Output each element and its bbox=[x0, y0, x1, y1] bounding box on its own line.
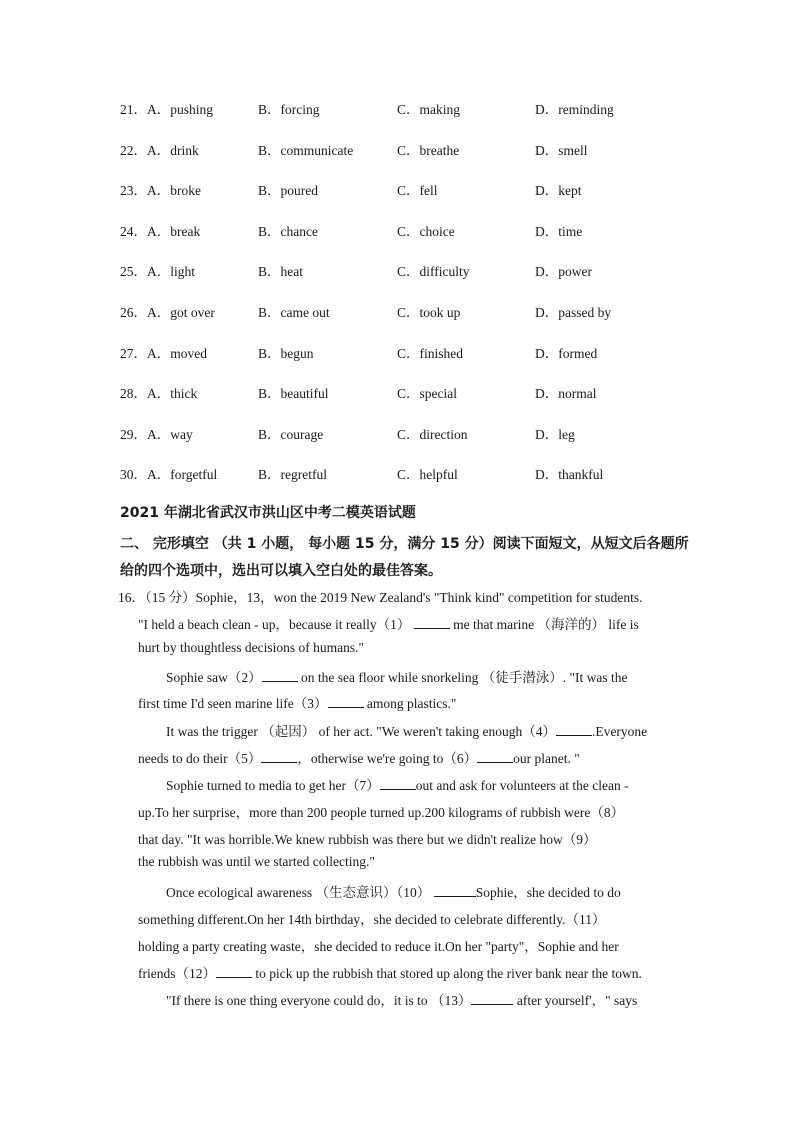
passage-line: that day. "It was horrible.We knew rubbish was there but we didn't realize how（9） bbox=[138, 832, 597, 847]
option-c: C．direction bbox=[397, 427, 468, 442]
option-b: B．communicate bbox=[258, 143, 354, 158]
option-a: A．got over bbox=[147, 305, 215, 320]
passage-line: Once ecological awareness （生态意识）（10） Sophie，she decided to do bbox=[166, 885, 621, 900]
option-c: C．took up bbox=[397, 305, 461, 320]
passage-line: Sophie saw（2） on the sea floor while snorkeling （徒手潜泳）. "It was the bbox=[166, 670, 628, 685]
blank-7 bbox=[380, 777, 416, 790]
option-c: C．helpful bbox=[397, 467, 458, 482]
question-number-and-option-a bbox=[120, 382, 197, 402]
passage-line: hurt by thoughtless decisions of humans." bbox=[138, 640, 364, 655]
option-c: C．special bbox=[397, 386, 457, 401]
option-b: B．forcing bbox=[258, 102, 320, 117]
blank-5 bbox=[261, 750, 297, 763]
option-a: A．drink bbox=[147, 143, 199, 158]
question-number-and-option-a bbox=[120, 139, 199, 159]
option-b: B．regretful bbox=[258, 467, 327, 482]
question-number: 29． bbox=[120, 427, 147, 442]
option-a: A．break bbox=[147, 224, 201, 239]
option-b: B．begun bbox=[258, 346, 314, 361]
option-d: D．normal bbox=[535, 386, 597, 401]
passage-line: It was the trigger （起因） of her act. "We weren't taking enough（4） .Everyone bbox=[166, 724, 648, 739]
option-d: D．smell bbox=[535, 143, 588, 158]
passage-line: "I held a beach clean - up，because it really（1） me that marine （海洋的） life is bbox=[138, 617, 639, 632]
passage-line: "If there is one thing everyone could do，it is to （13） after yourself'，" says bbox=[166, 993, 638, 1008]
question-number-and-option-a bbox=[120, 260, 195, 280]
option-d: D．leg bbox=[535, 427, 575, 442]
blank-2 bbox=[262, 669, 298, 682]
blank-1 bbox=[414, 616, 450, 629]
option-d: D．thankful bbox=[535, 467, 604, 482]
option-d: D．formed bbox=[535, 346, 598, 361]
option-b: B．chance bbox=[258, 224, 318, 239]
option-c: C．making bbox=[397, 102, 460, 117]
option-a: A．broke bbox=[147, 183, 201, 198]
option-d: D．kept bbox=[535, 183, 582, 198]
option-c: C．fell bbox=[397, 183, 438, 198]
option-c: C．difficulty bbox=[397, 264, 470, 279]
question-number: 30． bbox=[120, 467, 147, 482]
question-number: 25． bbox=[120, 264, 147, 279]
question-number: 21． bbox=[120, 102, 147, 117]
option-d: D．reminding bbox=[535, 102, 614, 117]
question-number: 23． bbox=[120, 183, 147, 198]
option-c: C．choice bbox=[397, 224, 455, 239]
option-a: A．light bbox=[147, 264, 196, 279]
option-b: B．courage bbox=[258, 427, 324, 442]
question-number: 24． bbox=[120, 224, 147, 239]
passage-line: holding a party creating waste，she decided to reduce it.On her "party"，Sophie and her bbox=[138, 939, 619, 954]
question-number-and-option-a bbox=[120, 98, 213, 118]
blank-12 bbox=[216, 965, 252, 978]
passage-line: up.To her surprise，more than 200 people turned up.200 kilograms of rubbish were（8） bbox=[138, 805, 625, 820]
passage-line: needs to do their（5） ，otherwise we're going to（6） our planet. " bbox=[138, 751, 580, 766]
section-heading-line-1: 二、 完形填空 （共 1 小题， 每小题 15 分，满分 15 分）阅读下面短文，从短文后各题所 bbox=[120, 536, 689, 552]
passage-line: Sophie turned to media to get her（7） out and ask for volunteers at the clean - bbox=[166, 778, 629, 793]
option-c: C．finished bbox=[397, 346, 463, 361]
option-b: B．came out bbox=[258, 305, 330, 320]
option-d: D．power bbox=[535, 264, 592, 279]
option-b: B．poured bbox=[258, 183, 318, 198]
question-number: 22． bbox=[120, 143, 147, 158]
option-c: C．breathe bbox=[397, 143, 460, 158]
passage-line: 16．（15 分）Sophie，13，won the 2019 New Zealand's "Think kind" competition for students. bbox=[118, 590, 643, 605]
passage-line: the rubbish was until we started collecting." bbox=[138, 854, 375, 869]
option-a: A．thick bbox=[147, 386, 198, 401]
blank-13 bbox=[471, 992, 513, 1005]
passage-line: something different.On her 14th birthday，she decided to celebrate differently.（11） bbox=[138, 912, 606, 927]
blank-6 bbox=[477, 750, 513, 763]
question-number-and-option-a bbox=[120, 179, 201, 199]
question-number: 27． bbox=[120, 346, 147, 361]
question-number-and-option-a bbox=[120, 342, 207, 362]
option-a: A．forgetful bbox=[147, 467, 218, 482]
option-a: A．pushing bbox=[147, 102, 214, 117]
question-number-and-option-a bbox=[120, 301, 215, 321]
option-a: A．way bbox=[147, 427, 193, 442]
question-number-and-option-a bbox=[120, 463, 217, 483]
passage-line: first time I'd seen marine life（3） among plastics." bbox=[138, 696, 457, 711]
option-b: B．heat bbox=[258, 264, 303, 279]
option-d: D．passed by bbox=[535, 305, 612, 320]
question-number: 26． bbox=[120, 305, 147, 320]
exam-title: 2021 年湖北省武汉市洪山区中考二模英语试题 bbox=[120, 505, 416, 521]
blank-10 bbox=[434, 884, 476, 897]
question-number: 28． bbox=[120, 386, 147, 401]
option-a: A．moved bbox=[147, 346, 207, 361]
blank-3 bbox=[328, 695, 364, 708]
passage-line: friends（12） to pick up the rubbish that stored up along the river bank near the town. bbox=[138, 966, 642, 981]
question-number-and-option-a bbox=[120, 423, 193, 443]
question-number-and-option-a bbox=[120, 220, 200, 240]
option-d: D．time bbox=[535, 224, 583, 239]
section-heading-line-2: 给的四个选项中，选出可以填入空白处的最佳答案。 bbox=[120, 563, 442, 579]
blank-4 bbox=[556, 723, 592, 736]
option-b: B．beautiful bbox=[258, 386, 329, 401]
